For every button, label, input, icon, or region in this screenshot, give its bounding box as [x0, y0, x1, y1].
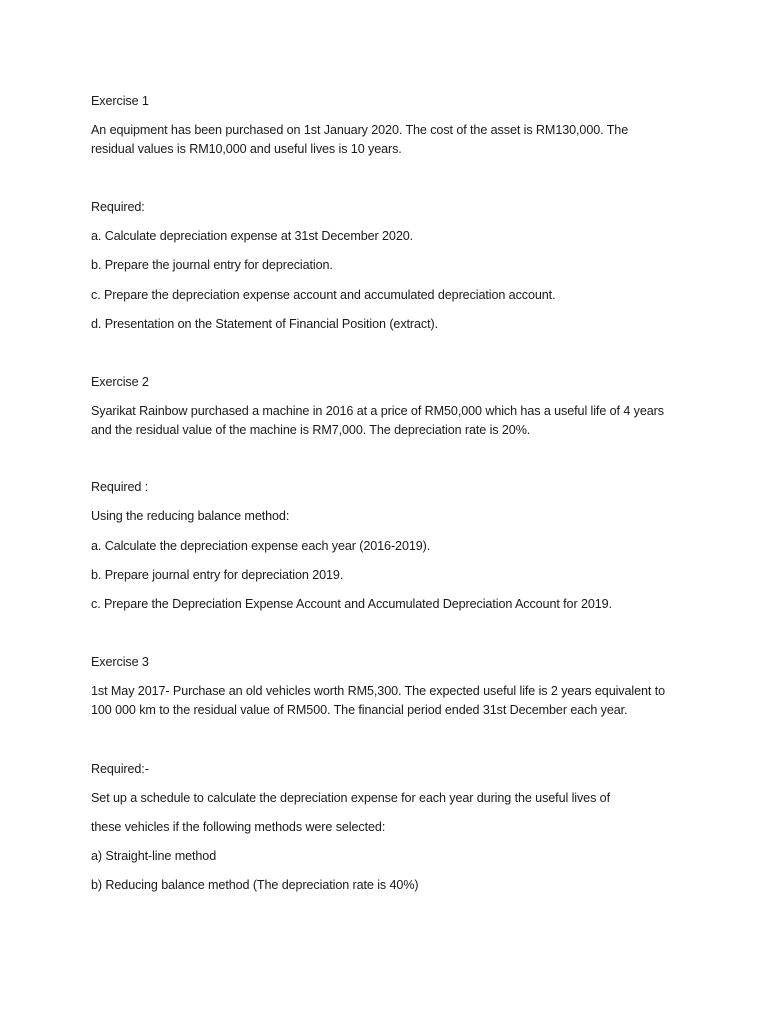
exercise-1-heading: Exercise 1 — [91, 94, 149, 108]
exercise-1-item-d: d. Presentation on the Statement of Financial Position (extract). — [91, 317, 439, 331]
exercise-2-intro-line-1: Syarikat Rainbow purchased a machine in 2016 at a price of RM50,000 which has a useful life of 4 years — [91, 404, 664, 418]
exercise-1-item-c: c. Prepare the depreciation expense account and accumulated depreciation account. — [91, 288, 556, 302]
exercise-3-instruction-line-1: Set up a schedule to calculate the depreciation expense for each year during the useful lives of — [91, 791, 610, 805]
exercise-2-heading: Exercise 2 — [91, 375, 149, 389]
exercise-3-intro-line-2: 100 000 km to the residual value of RM500. The financial period ended 31st December each year. — [91, 703, 628, 717]
exercise-1-intro-line-2: residual values is RM10,000 and useful lives is 10 years. — [91, 142, 402, 156]
exercise-1-required-label: Required: — [91, 200, 145, 214]
exercise-2-item-c: c. Prepare the Depreciation Expense Account and Accumulated Depreciation Account for 2019. — [91, 597, 612, 611]
exercise-3-required-label: Required:- — [91, 762, 149, 776]
exercise-3-heading: Exercise 3 — [91, 655, 149, 669]
exercise-2-method: Using the reducing balance method: — [91, 509, 290, 523]
exercise-3-item-b: b) Reducing balance method (The depreciation rate is 40%) — [91, 878, 419, 892]
exercise-2-item-b: b. Prepare journal entry for depreciation 2019. — [91, 568, 344, 582]
exercise-1-item-b: b. Prepare the journal entry for depreciation. — [91, 258, 333, 272]
exercise-3-item-a: a) Straight-line method — [91, 849, 217, 863]
exercise-3-intro-line-1: 1st May 2017- Purchase an old vehicles worth RM5,300. The expected useful life is 2 years equivalent to — [91, 684, 666, 698]
exercise-2-item-a: a. Calculate the depreciation expense each year (2016-2019). — [91, 539, 431, 553]
exercise-2-intro-line-2: and the residual value of the machine is RM7,000. The depreciation rate is 20%. — [91, 423, 531, 437]
exercise-1-intro-line-1: An equipment has been purchased on 1st January 2020. The cost of the asset is RM130,000. The — [91, 123, 629, 137]
exercise-3-instruction-line-2: these vehicles if the following methods were selected: — [91, 820, 386, 834]
exercise-1-item-a: a. Calculate depreciation expense at 31st December 2020. — [91, 229, 414, 243]
exercise-2-required-label: Required : — [91, 480, 149, 494]
